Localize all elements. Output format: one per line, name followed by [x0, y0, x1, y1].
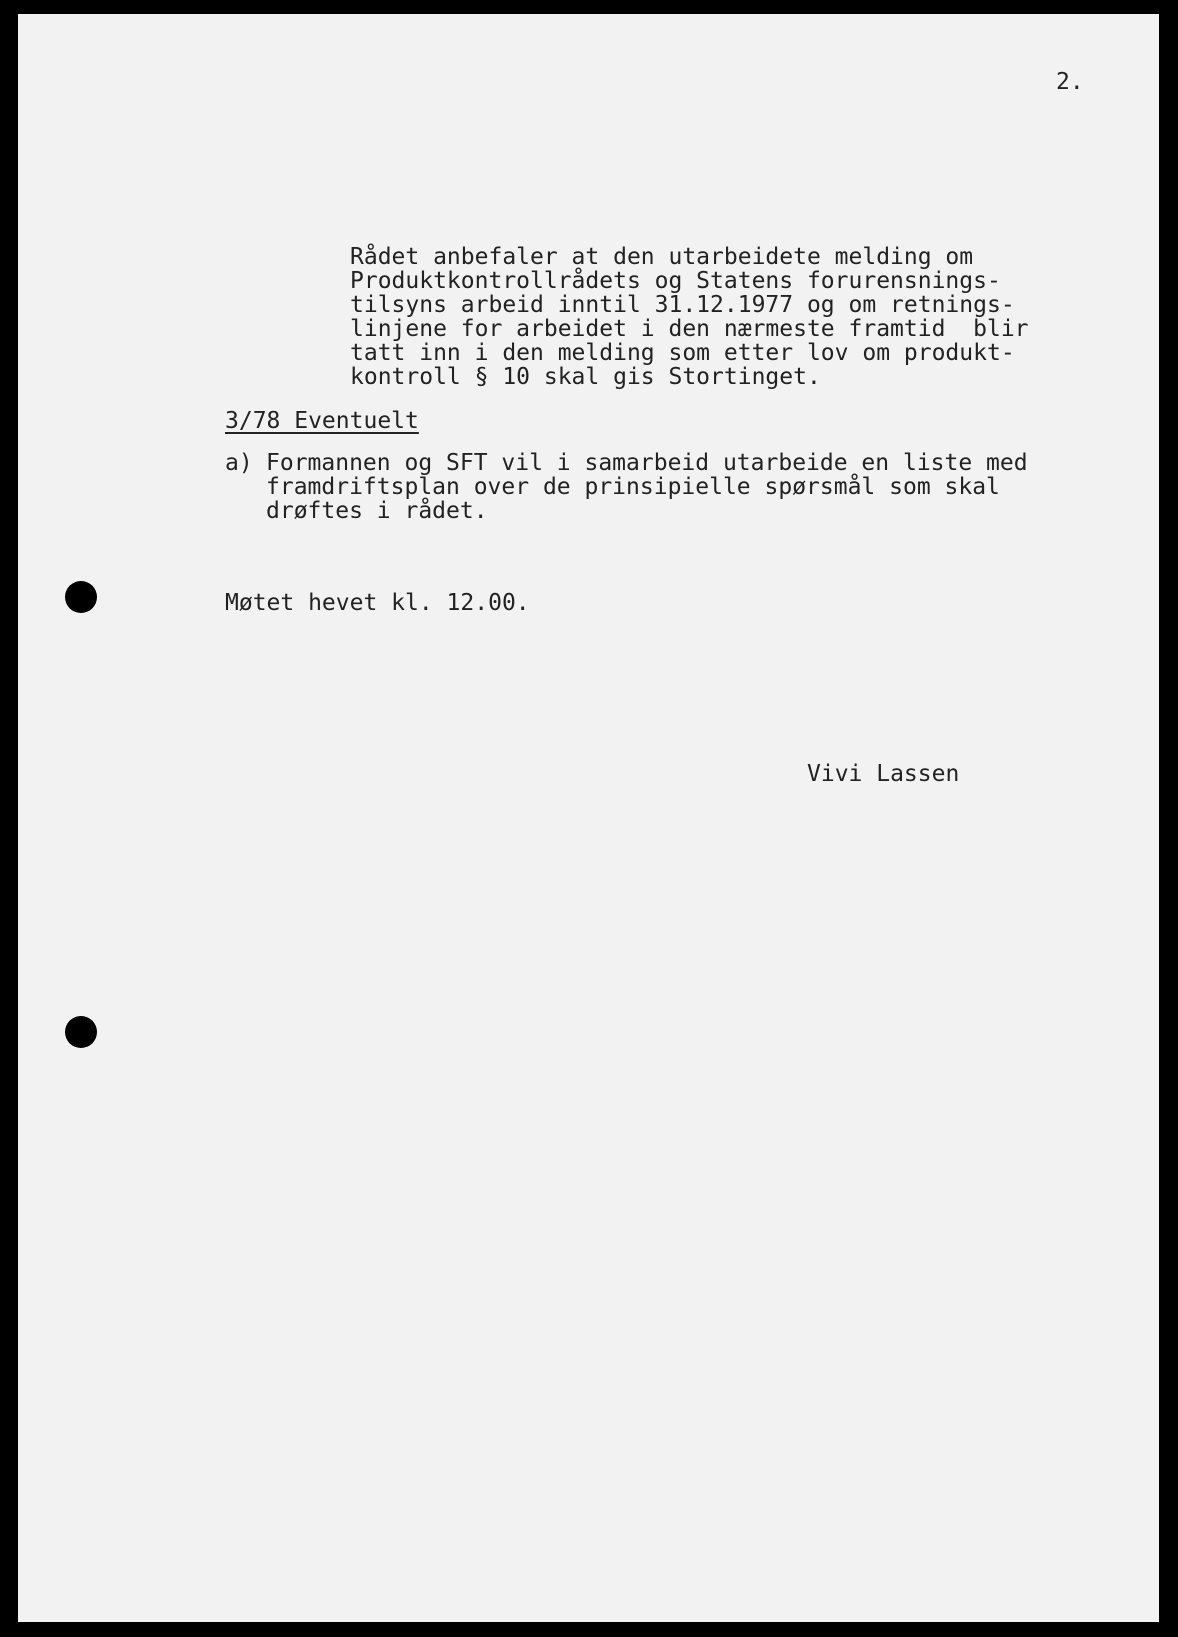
punch-hole-top: [65, 581, 97, 613]
recommendation-paragraph: Rådet anbefaler at den utarbeidete melding om Produktkontrollrådets og Statens forurensnings- tilsyns arbeid inntil 31.12.1977 og om retnings- linjene for arbeidet i den nærmeste framtid blir tatt inn i den melding som etter lov om produkt- kontroll § 10 skal gis Stortinget.: [350, 244, 1029, 390]
list-item-marker: a): [225, 450, 253, 476]
signature-name: Vivi Lassen: [807, 761, 960, 787]
punch-hole-bottom: [65, 1016, 97, 1048]
page-number: 2.: [1056, 69, 1084, 95]
agenda-heading: 3/78 Eventuelt: [225, 408, 419, 434]
document-page: [18, 14, 1159, 1622]
meeting-closing-line: Møtet hevet kl. 12.00.: [225, 590, 530, 616]
list-item-text: Formannen og SFT vil i samarbeid utarbeide en liste med framdriftsplan over de prinsipielle spørsmål som skal drøftes i rådet.: [266, 450, 1028, 524]
